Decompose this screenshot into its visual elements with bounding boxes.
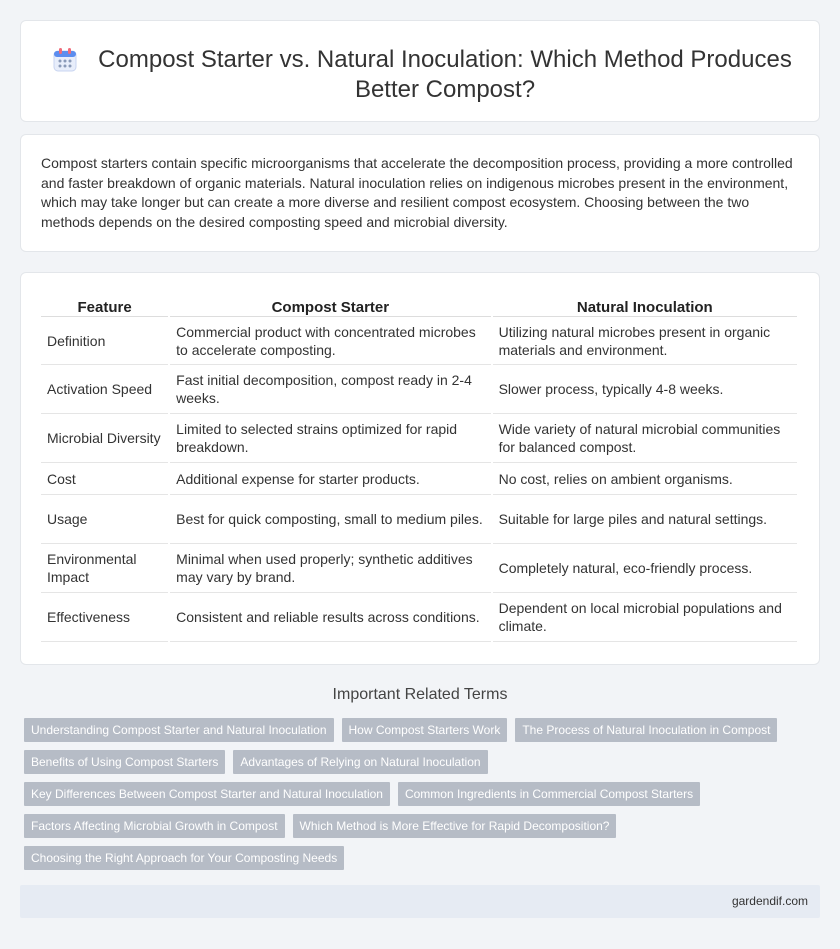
table-row <box>41 463 797 495</box>
header-natural-inoculation: Natural Inoculation <box>493 293 797 317</box>
page-title: Compost Starter vs. Natural Inoculation: Which Method Produces Better Compost? <box>98 46 792 103</box>
tag-row <box>24 782 816 806</box>
natural-inoculation-cell: Suitable for large piles and natural settings. <box>493 495 797 544</box>
compost-starter-cell: Limited to selected strains optimized for rapid breakdown. <box>170 414 490 463</box>
feature-cell: Activation Speed <box>41 365 168 414</box>
tag-row <box>24 718 816 742</box>
natural-inoculation-cell: No cost, relies on ambient organisms. <box>493 463 797 495</box>
compost-starter-cell: Additional expense for starter products. <box>170 463 490 495</box>
feature-cell: Definition <box>41 317 168 365</box>
intro-paragraph: Compost starters contain specific microorganisms that accelerate the decomposition process, providing a more controlled and faster breakdown of organic materials. Natural inoculation relies on indigenous microbes present in the environment, which may take longer but can create a more diverse and resilient compost ecosystem. Choosing between the two methods depends on the desired composting speed and microbial diversity. <box>41 155 793 230</box>
compost-starter-cell: Minimal when used properly; synthetic additives may vary by brand. <box>170 544 490 593</box>
natural-inoculation-cell: Wide variety of natural microbial communities for balanced compost. <box>493 414 797 463</box>
feature-cell: Microbial Diversity <box>41 414 168 463</box>
related-term-tag[interactable]: How Compost Starters Work <box>342 718 508 742</box>
related-term-tag[interactable]: Key Differences Between Compost Starter and Natural Inoculation <box>24 782 390 806</box>
comparison-table-card <box>20 272 820 665</box>
title-card <box>20 20 820 122</box>
tag-row <box>24 814 816 838</box>
tag-row <box>24 846 816 870</box>
compost-starter-cell: Best for quick composting, small to medium piles. <box>170 495 490 544</box>
compost-starter-cell: Commercial product with concentrated microbes to accelerate composting. <box>170 317 490 365</box>
compost-starter-cell: Fast initial decomposition, compost ready in 2-4 weeks. <box>170 365 490 414</box>
table-row <box>41 544 797 593</box>
table-row <box>41 365 797 414</box>
table-row <box>41 414 797 463</box>
related-term-tag[interactable]: Benefits of Using Compost Starters <box>24 750 225 774</box>
related-term-tag[interactable]: Factors Affecting Microbial Growth in Compost <box>24 814 285 838</box>
feature-cell: Environmental Impact <box>41 544 168 593</box>
intro-card <box>20 134 820 252</box>
compost-starter-cell: Consistent and reliable results across conditions. <box>170 593 490 642</box>
related-term-tag[interactable]: The Process of Natural Inoculation in Compost <box>515 718 777 742</box>
feature-cell: Cost <box>41 463 168 495</box>
natural-inoculation-cell: Dependent on local microbial populations and climate. <box>493 593 797 642</box>
related-term-tag[interactable]: Understanding Compost Starter and Natural Inoculation <box>24 718 334 742</box>
footer <box>20 885 820 918</box>
comparison-table <box>39 293 799 642</box>
table-row <box>41 495 797 544</box>
related-term-tag[interactable]: Which Method is More Effective for Rapid Decomposition? <box>293 814 617 838</box>
natural-inoculation-cell: Utilizing natural microbes present in organic materials and environment. <box>493 317 797 365</box>
related-term-tag[interactable]: Choosing the Right Approach for Your Composting Needs <box>24 846 344 870</box>
related-term-tag[interactable]: Advantages of Relying on Natural Inoculation <box>233 750 487 774</box>
header-feature: Feature <box>41 293 168 317</box>
table-header-row <box>41 293 797 317</box>
table-row <box>41 317 797 365</box>
related-term-tag[interactable]: Common Ingredients in Commercial Compost Starters <box>398 782 700 806</box>
header-compost-starter: Compost Starter <box>170 293 490 317</box>
natural-inoculation-cell: Slower process, typically 4-8 weeks. <box>493 365 797 414</box>
related-terms-heading: Important Related Terms <box>332 686 508 703</box>
calendar-icon <box>52 47 78 73</box>
footer-site-link[interactable]: gardendif.com <box>731 894 808 908</box>
feature-cell: Effectiveness <box>41 593 168 642</box>
feature-cell: Usage <box>41 495 168 544</box>
related-terms-list <box>24 718 816 878</box>
natural-inoculation-cell: Completely natural, eco-friendly process. <box>493 544 797 593</box>
table-row <box>41 593 797 642</box>
tag-row <box>24 750 816 774</box>
